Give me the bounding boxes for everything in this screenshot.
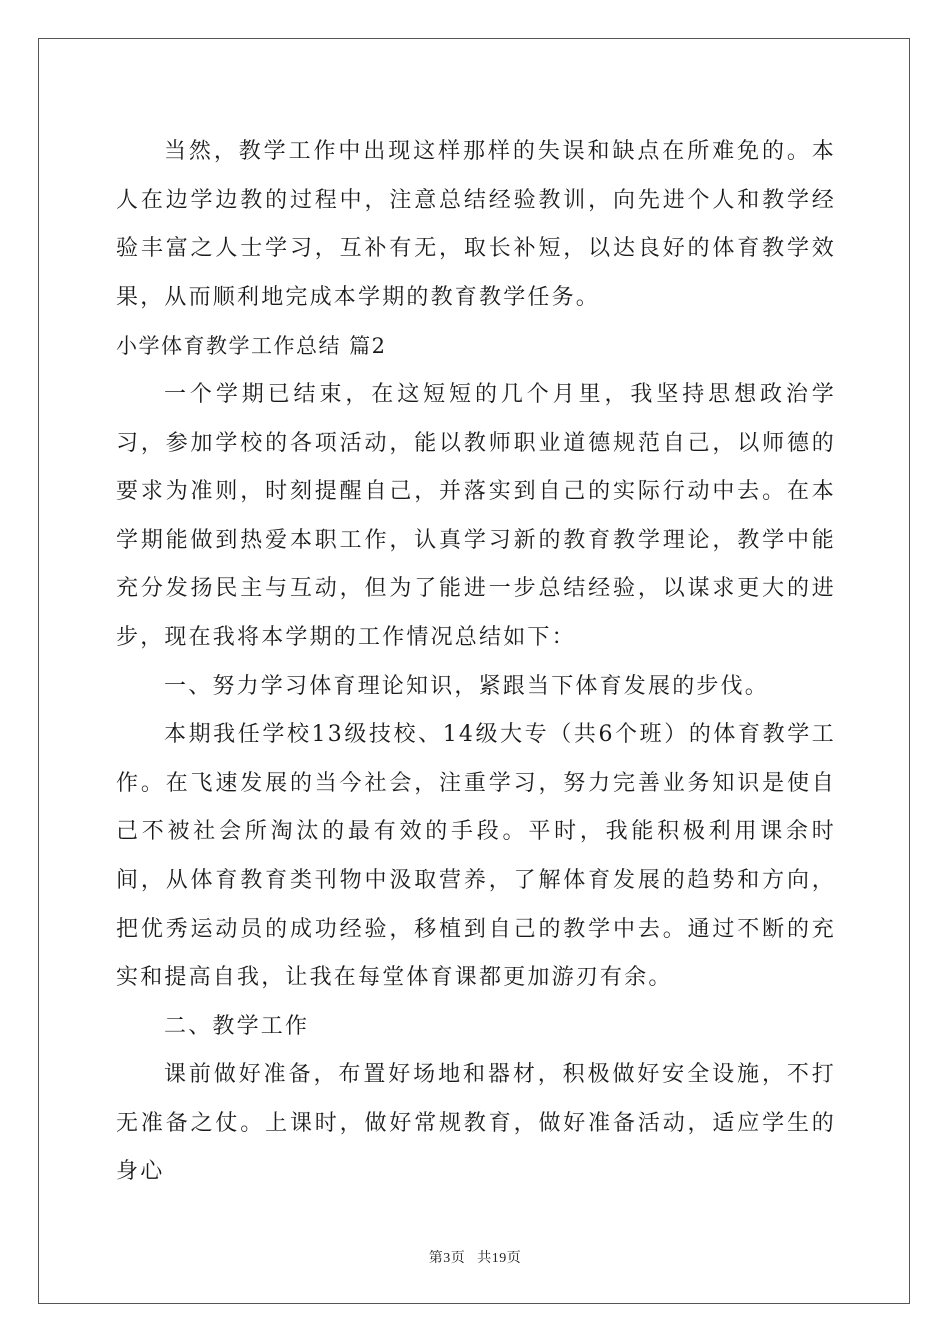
subheading-teaching-work: 二、教学工作: [164, 1013, 310, 1039]
paragraph-intro: 一个学期已结束，在这短短的几个月里，我坚持思想政治学习，参加学校的各项活动，能以教师职业道德规范自己，以师德的要求为准则，时刻提醒自己，并落实到自己的实际行动中去。在本学期能做到热爱本职工作，认真学习新的教育教学理论，教学中能充分发扬民主与互动，但为了能进一步总结经验，以谋求更大的进步，现在我将本学期的工作情况总结如下：: [116, 381, 836, 650]
page-footer: [0, 1247, 950, 1267]
page-number: 第3页: [428, 1251, 466, 1266]
section-heading-part2: 小学体育教学工作总结 篇2: [116, 334, 387, 359]
page-total: 共19页: [477, 1251, 522, 1266]
document-body: [116, 128, 836, 1197]
subheading-theory-study: 一、努力学习体育理论知识，紧跟当下体育发展的步伐。: [164, 673, 770, 699]
paragraph-conclusion: 当然，教学工作中出现这样那样的失误和缺点在所难免的。本人在边学边教的过程中，注意总结经验教训，向先进个人和教学经验丰富之人士学习，互补有无，取长补短，以达良好的体育教学效果，从而顺利地完成本学期的教育教学任务。: [116, 139, 836, 310]
paragraph-theory-study: 本期我任学校13级技校、14级大专（共6个班）的体育教学工作。在飞速发展的当今社会，注重学习，努力完善业务知识是使自己不被社会所淘汰的最有效的手段。平时，我能积极利用课余时间，从体育教育类刊物中汲取营养，了解体育发展的趋势和方向，把优秀运动员的成功经验，移植到自己的教学中去。通过不断的充实和提高自我，让我在每堂体育课都更加游刃有余。: [116, 722, 836, 991]
paragraph-teaching-work: 课前做好准备，布置好场地和器材，积极做好安全设施，不打无准备之仗。上课时，做好常规教育，做好准备活动，适应学生的身心: [116, 1062, 836, 1185]
